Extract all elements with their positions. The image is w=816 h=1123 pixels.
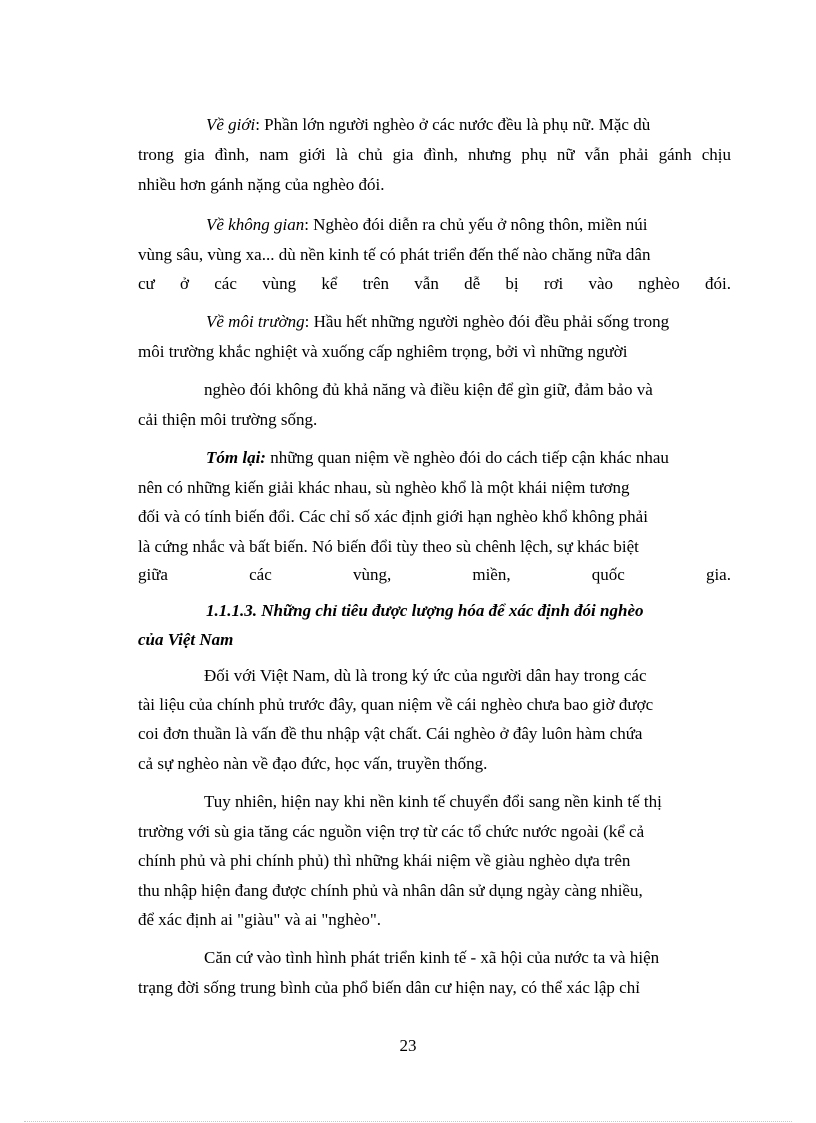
p4-line-2: nên có những kiến giải khác nhau, sù nghèo khổ là một khái niệm tương bbox=[138, 478, 630, 497]
p3-text-1: : Hầu hết những người nghèo đói đều phải sống trong bbox=[304, 312, 670, 331]
justified-word: gánh bbox=[658, 145, 692, 164]
justified-word: đình, bbox=[423, 145, 458, 164]
p3-line-2: môi trường khắc nghiệt và xuống cấp nghiêm trọng, bởi vì những người bbox=[138, 342, 628, 361]
p3-line-3: nghèo đói không đủ khả năng và điều kiện để gìn giữ, đảm bảo và bbox=[204, 380, 653, 399]
p4-line-3: đối và có tính biến đổi. Các chỉ số xác định giới hạn nghèo khổ không phải bbox=[138, 507, 648, 526]
section-heading-line-2: của Việt Nam bbox=[138, 630, 234, 649]
p2-word: vùng bbox=[262, 274, 297, 293]
p2-word: vào bbox=[588, 274, 613, 293]
justified-word: phải bbox=[619, 145, 649, 164]
p2-word: các bbox=[214, 274, 237, 293]
p4-line-4: là cứng nhắc và bất biến. Nó biến đổi tùy theo sù chênh lệch, sự khác biệt bbox=[138, 537, 639, 556]
p1-line-1 bbox=[206, 115, 650, 135]
p4-word: miền, bbox=[472, 565, 511, 584]
p4-word: các bbox=[249, 565, 272, 584]
justified-word: chịu bbox=[701, 145, 731, 164]
p3-lead: Về môi trường bbox=[206, 312, 305, 331]
p6-line-5: để xác định ai "giàu" và ai "nghèo". bbox=[138, 910, 382, 929]
p3-line-1 bbox=[206, 312, 669, 332]
p2-lead: Về không gian bbox=[206, 215, 305, 234]
justified-word: nam bbox=[259, 145, 289, 164]
p2-line-2: vùng sâu, vùng xa... dù nền kinh tế có phát triển đến thế nào chăng nữa dân bbox=[138, 245, 651, 264]
p4-line-1 bbox=[206, 448, 669, 468]
p4-line-5 bbox=[138, 565, 731, 585]
p2-word: nghèo bbox=[638, 274, 680, 293]
p5-line-2: tài liệu của chính phủ trước đây, quan niệm về cái nghèo chưa bao giờ được bbox=[138, 695, 654, 714]
justified-word: là bbox=[335, 145, 348, 164]
p2-word: dễ bbox=[464, 274, 481, 293]
p2-word: trên bbox=[362, 274, 390, 293]
p2-word: bị bbox=[505, 274, 519, 293]
justified-word: nhưng bbox=[468, 145, 512, 164]
p4-word: quốc bbox=[591, 565, 625, 584]
p1-line-3: nhiều hơn gánh nặng của nghèo đói. bbox=[138, 175, 385, 194]
justified-word: phụ bbox=[521, 145, 547, 164]
p6-line-1: Tuy nhiên, hiện nay khi nền kinh tế chuyển đổi sang nền kinh tế thị bbox=[204, 792, 662, 811]
p6-line-3: chính phủ và phi chính phủ) thì những khái niệm về giàu nghèo dựa trên bbox=[138, 851, 631, 870]
p6-line-4: thu nhập hiện đang được chính phủ và nhân dân sử dụng ngày càng nhiều, bbox=[138, 881, 643, 900]
p1-text-1: : Phần lớn người nghèo ở các nước đều là phụ nữ. Mặc dù bbox=[255, 115, 651, 134]
justified-word: trong bbox=[138, 145, 174, 164]
p4-word: giữa bbox=[138, 565, 168, 584]
page-number: 23 bbox=[399, 1036, 417, 1055]
justified-word: đình, bbox=[214, 145, 250, 164]
p2-word: cư bbox=[138, 274, 155, 293]
p6-line-2: trường với sù gia tăng các nguồn viện trợ từ các tổ chức nước ngoài (kể cả bbox=[138, 822, 645, 841]
p7-line-2: trạng đời sống trung bình của phổ biến dân cư hiện nay, có thể xác lập chỉ bbox=[138, 978, 640, 997]
page-bottom-edge bbox=[24, 1121, 792, 1122]
justified-word: vẫn bbox=[584, 145, 610, 164]
p1-lead: Về giới bbox=[206, 115, 256, 134]
p3-line-4: cải thiện môi trường sống. bbox=[138, 410, 318, 429]
p2-text-1: : Nghèo đói diễn ra chủ yếu ở nông thôn, miền núi bbox=[304, 215, 648, 234]
justified-word: nữ bbox=[556, 145, 575, 164]
p2-word: ở bbox=[180, 274, 189, 293]
p4-text-1: những quan niệm về nghèo đói do cách tiếp cận khác nhau bbox=[265, 448, 669, 467]
p1-line-2 bbox=[138, 145, 731, 165]
p7-line-1: Căn cứ vào tình hình phát triển kinh tế - xã hội của nước ta và hiện bbox=[204, 948, 660, 967]
p2-word: kể bbox=[321, 274, 338, 293]
p5-line-3: coi đơn thuần là vấn đề thu nhập vật chất. Cái nghèo ở đây luôn hàm chứa bbox=[138, 724, 643, 743]
justified-word: gia bbox=[392, 145, 414, 164]
section-heading-line-1: 1.1.1.3. Những chỉ tiêu được lượng hóa để xác định đói nghèo bbox=[206, 601, 644, 620]
p2-word: đói. bbox=[705, 274, 731, 293]
justified-word: giới bbox=[298, 145, 326, 164]
p2-word: vẫn bbox=[414, 274, 439, 293]
justified-word: chủ bbox=[358, 145, 383, 164]
p5-line-1: Đối với Việt Nam, dù là trong ký ức của người dân hay trong các bbox=[204, 666, 647, 685]
p4-lead: Tóm lại: bbox=[206, 448, 266, 467]
p2-line-1 bbox=[206, 215, 647, 235]
p2-word: rơi bbox=[543, 274, 564, 293]
p4-word: gia. bbox=[705, 565, 731, 584]
justified-word: gia bbox=[183, 145, 205, 164]
p4-word: vùng, bbox=[352, 565, 392, 584]
p2-line-3 bbox=[138, 274, 731, 294]
p5-line-4: cả sự nghèo nàn về đạo đức, học vấn, truyền thống. bbox=[138, 754, 488, 773]
